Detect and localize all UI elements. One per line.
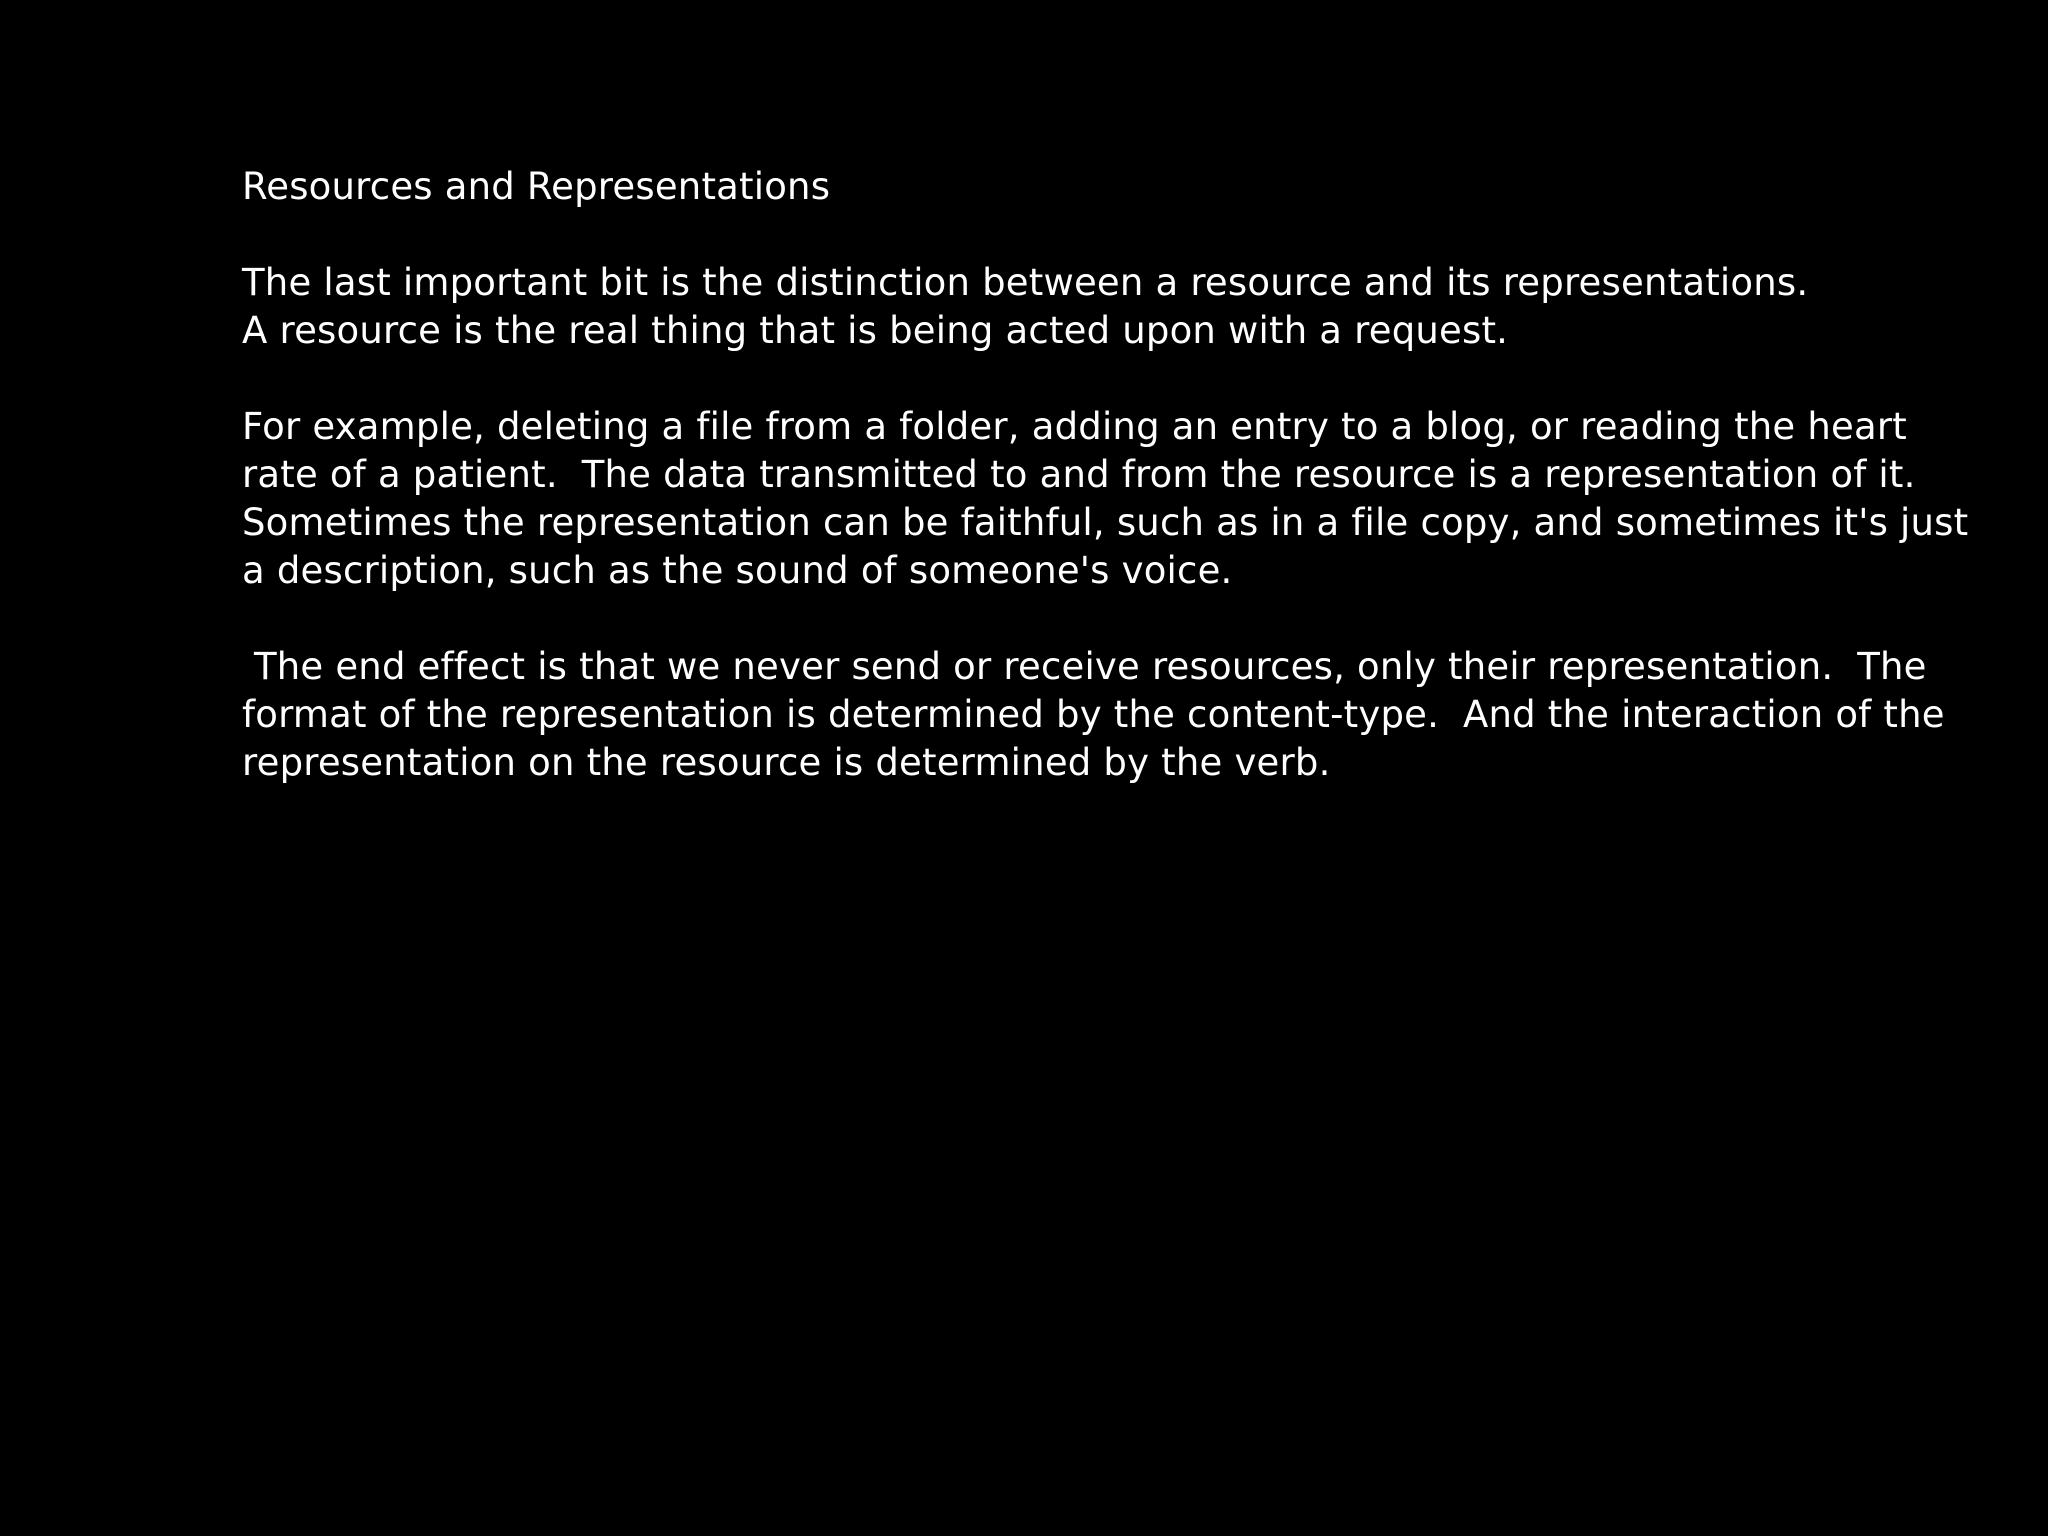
paragraph-1 [242,259,2002,355]
paragraph-line: rate of a patient. The data transmitted to and from the resource is a representation of it. [242,453,1916,496]
paragraph-line: The end effect is that we never send or receive resources, only their representation. The [242,645,1927,688]
paragraph-line: a description, such as the sound of someone's voice. [242,549,1233,592]
paragraph-line: representation on the resource is determined by the verb. [242,741,1331,784]
paragraph-line: The last important bit is the distinction between a resource and its representations. [242,261,1809,304]
paragraph-line: format of the representation is determined by the content-type. And the interaction of the [242,693,1945,736]
spacer [242,211,2002,259]
slide-content [242,163,2002,787]
paragraph-3 [242,643,2002,787]
paragraph-line: A resource is the real thing that is being acted upon with a request. [242,309,1509,352]
paragraph-line: For example, deleting a file from a folder, adding an entry to a blog, or reading the heart [242,405,1907,448]
slide-title: Resources and Representations [242,165,831,208]
paragraph-2 [242,403,2002,595]
paragraph-line: Sometimes the representation can be faithful, such as in a file copy, and sometimes it's just [242,501,1969,544]
spacer [242,355,2002,403]
spacer [242,595,2002,643]
